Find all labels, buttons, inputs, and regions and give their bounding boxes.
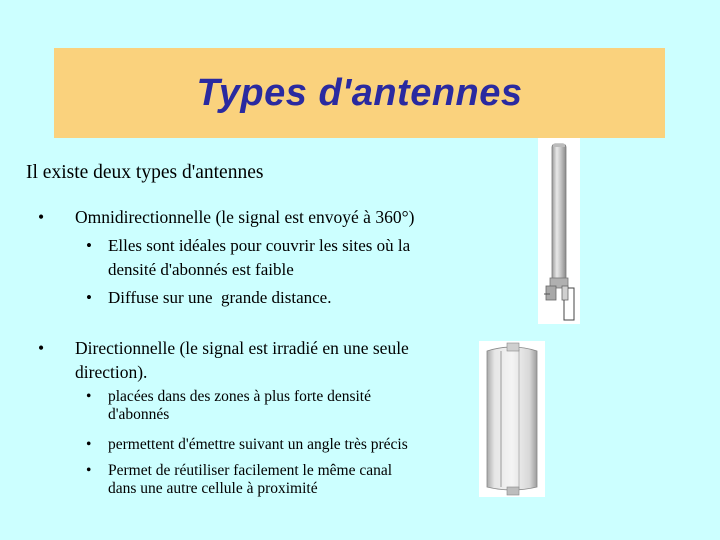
slide-title: Types d'antennes	[196, 71, 523, 114]
bullet-dot: •	[86, 388, 92, 405]
bullet-dot: •	[38, 338, 45, 358]
bullet-dot: •	[86, 288, 92, 307]
dir-sub-1-line1: placées dans des zones à plus forte densité	[108, 388, 371, 405]
bullet-dot: •	[38, 207, 45, 227]
intro-text: Il existe deux types d'antennes	[26, 162, 264, 183]
title-band	[54, 48, 665, 138]
panel-antenna-image	[479, 341, 545, 497]
dir-line1: Directionnelle (le signal est irradié en une seule	[75, 338, 409, 358]
dir-sub-3-line2: dans une autre cellule à proximité	[108, 480, 318, 497]
dir-sub-2-line1: permettent d'émettre suivant un angle très précis	[108, 436, 408, 453]
bullet-dot: •	[86, 462, 92, 479]
dir-sub-3-line1: Permet de réutiliser facilement le même canal	[108, 462, 393, 479]
omni-antenna-image	[538, 138, 580, 324]
omni-sub-1-line1: Elles sont idéales pour couvrir les sites où la	[108, 236, 411, 255]
dir-sub-1-line2: d'abonnés	[108, 406, 170, 423]
omni-label: Omnidirectionnelle (le signal est envoyé à 360°)	[75, 207, 415, 227]
omni-sub-1-line2: densité d'abonnés est faible	[108, 260, 294, 279]
bullet-dot: •	[86, 236, 92, 255]
dir-line2: direction).	[75, 362, 148, 382]
bullet-dot: •	[86, 436, 92, 453]
omni-sub-2-line1: Diffuse sur une grande distance.	[108, 288, 332, 307]
